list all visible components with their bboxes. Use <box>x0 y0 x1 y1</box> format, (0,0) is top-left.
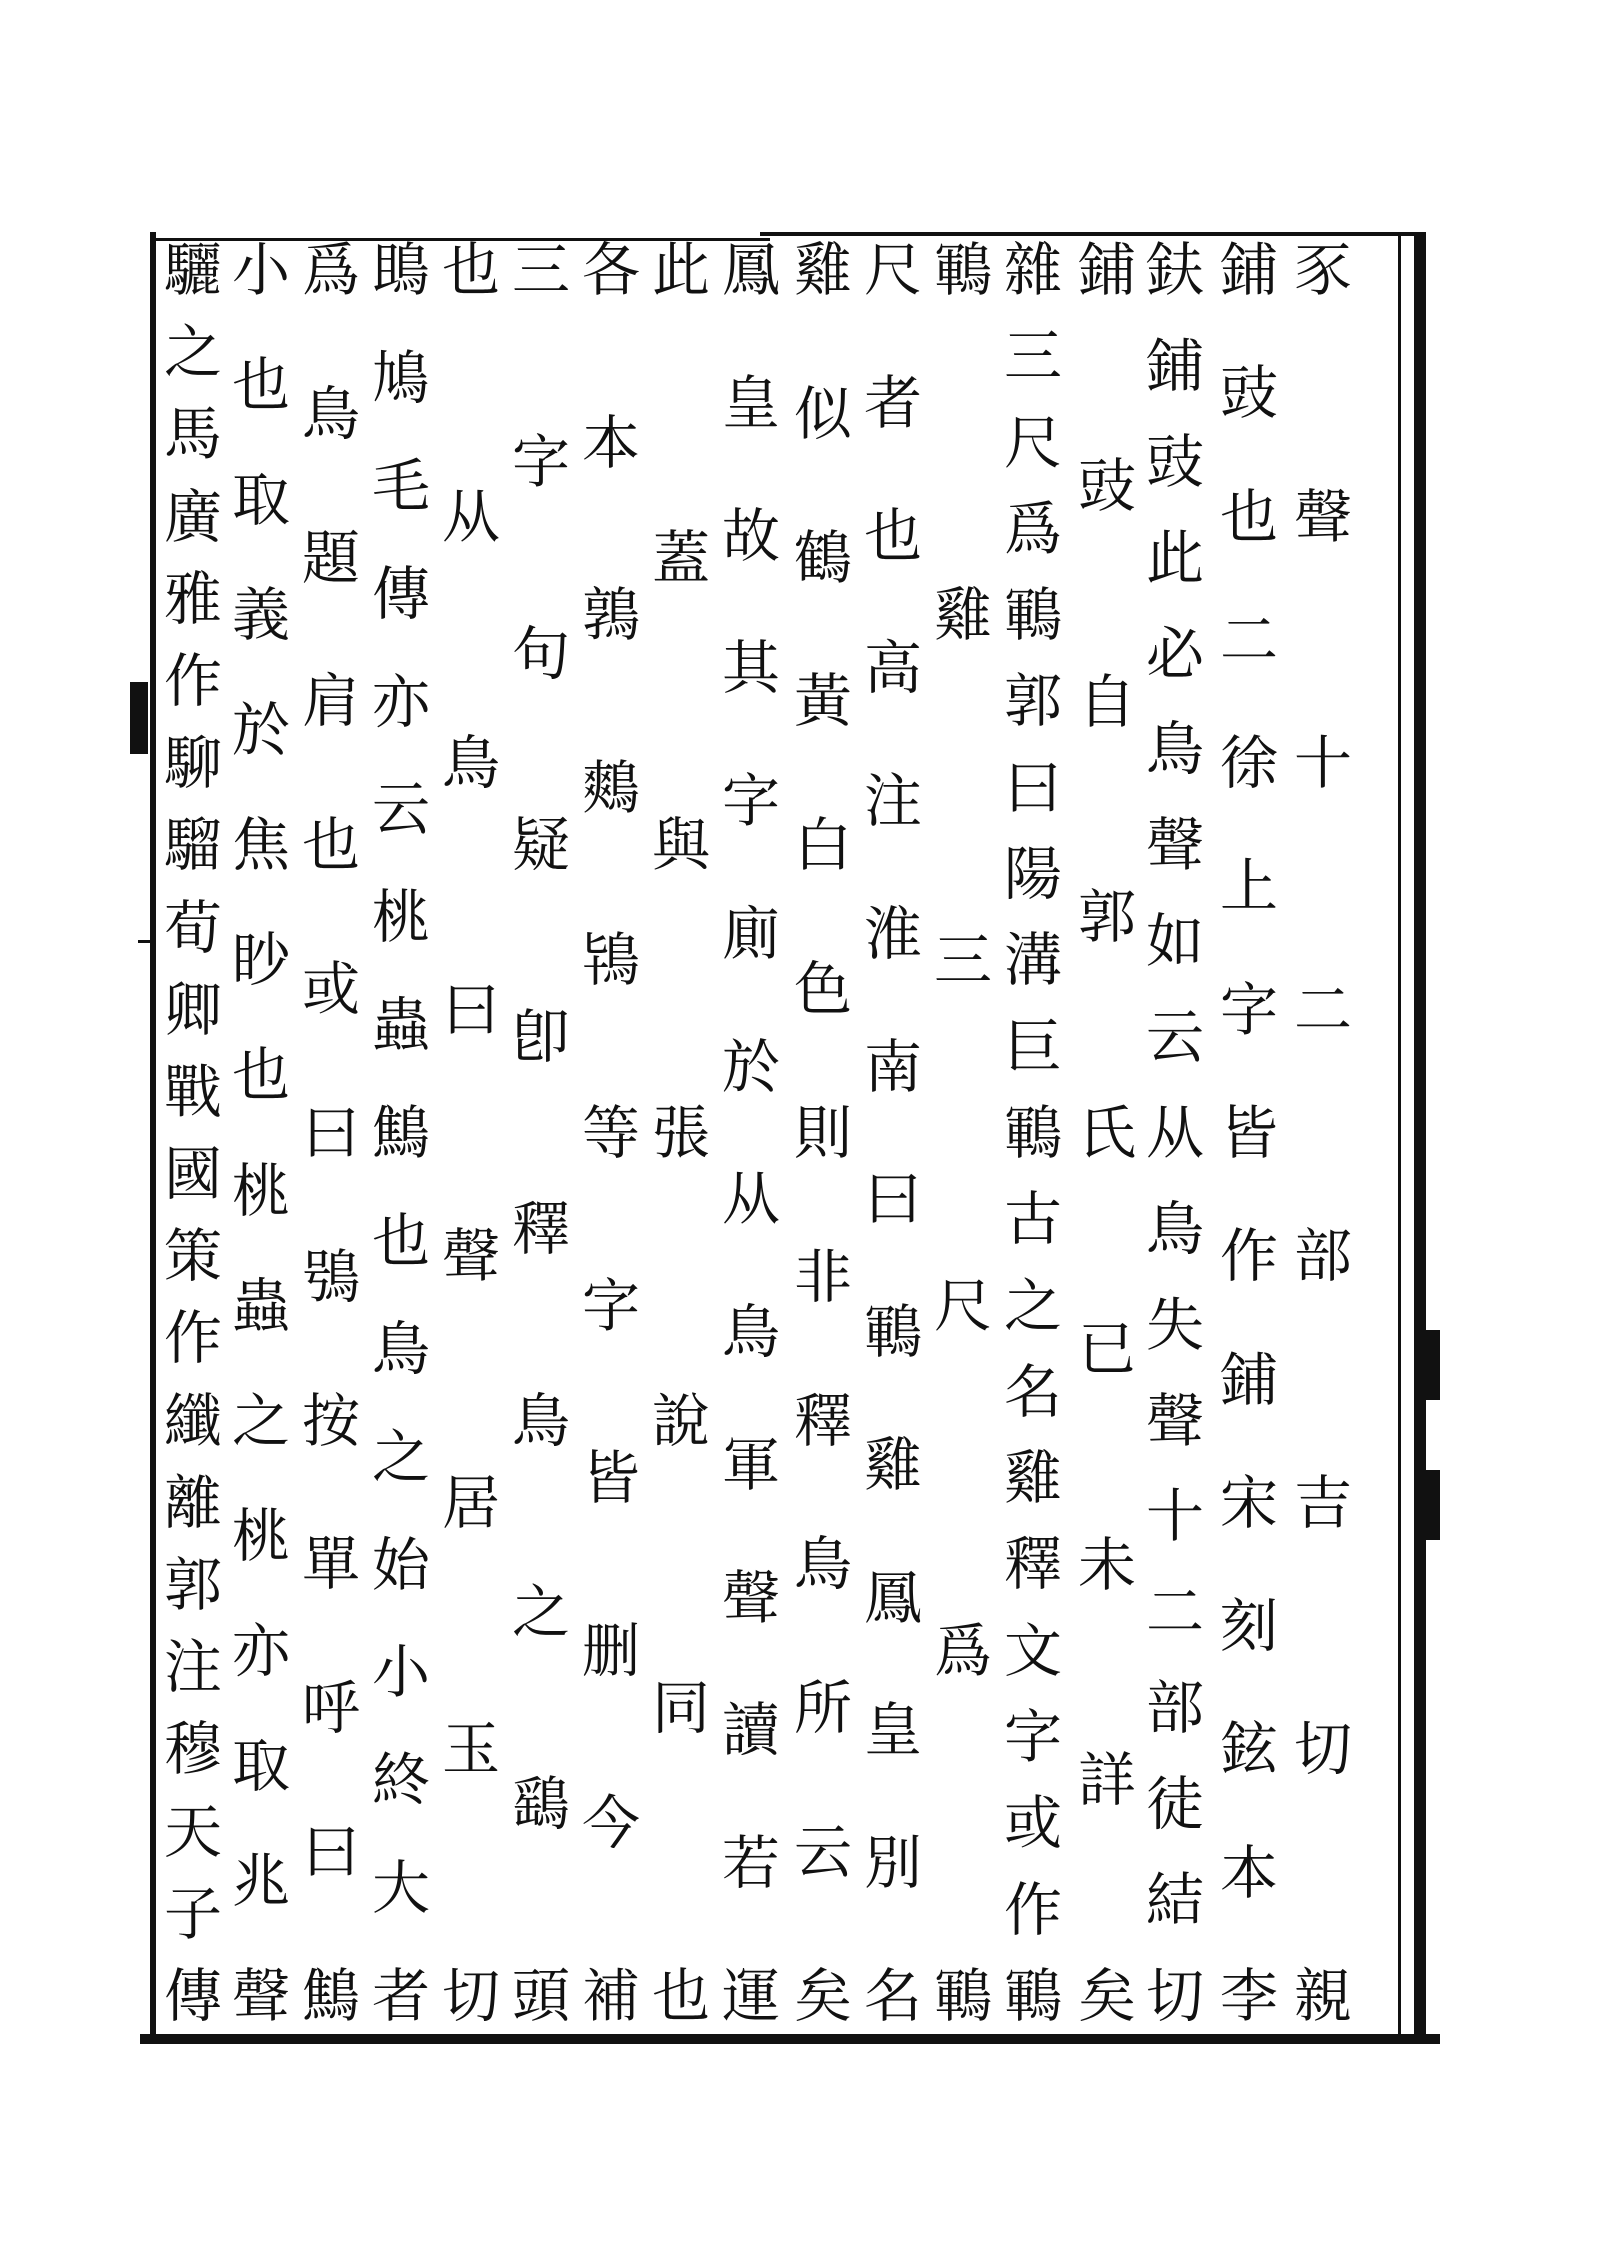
glyph: 聲 <box>1293 482 1352 551</box>
glyph: 各 <box>581 236 640 304</box>
glyph: 鈇 <box>1145 236 1204 304</box>
glyph: 鶤 <box>1003 1961 1062 2030</box>
glyph: 也 <box>1219 482 1278 551</box>
glyph: 居 <box>441 1468 500 1537</box>
glyph: 雞 <box>863 1430 922 1499</box>
glyph: 桃 <box>231 1156 290 1225</box>
glyph: 騮 <box>163 811 222 880</box>
glyph: 始 <box>371 1530 430 1599</box>
glyph: 鳩 <box>371 343 430 412</box>
glyph: 戰 <box>163 1057 222 1126</box>
glyph: 詳 <box>1077 1746 1136 1815</box>
glyph: 字 <box>1219 975 1278 1044</box>
text-column-14 <box>368 238 434 2028</box>
glyph: 驪 <box>163 236 222 304</box>
glyph: 字 <box>721 767 780 836</box>
glyph: 尺 <box>863 236 922 304</box>
glyph: 皇 <box>863 1696 922 1765</box>
glyph: 眇 <box>231 926 290 995</box>
glyph: 此 <box>651 236 710 304</box>
glyph: 曰 <box>441 975 500 1044</box>
glyph: 三 <box>933 926 992 995</box>
glyph: 傳 <box>371 559 430 628</box>
edge-mark-left <box>130 682 148 754</box>
glyph: 也 <box>441 236 500 304</box>
glyph: 南 <box>863 1032 922 1101</box>
glyph: 讀 <box>721 1696 780 1765</box>
glyph: 黃 <box>793 667 852 736</box>
glyph: 其 <box>721 634 780 703</box>
glyph: 鶉 <box>581 581 640 650</box>
glyph: 句 <box>511 619 570 688</box>
glyph: 三 <box>511 236 570 304</box>
glyph: 鴡 <box>371 236 430 304</box>
glyph: 二 <box>1293 975 1352 1044</box>
glyph: 於 <box>721 1032 780 1101</box>
glyph: 或 <box>1003 1789 1062 1858</box>
glyph: 鳥 <box>793 1530 852 1599</box>
glyph: 尺 <box>1003 408 1062 477</box>
glyph: 或 <box>301 955 360 1024</box>
glyph: 雞 <box>793 236 852 304</box>
glyph: 單 <box>301 1530 360 1599</box>
glyph: 鴞 <box>301 1242 360 1311</box>
glyph: 徒 <box>1145 1770 1204 1838</box>
glyph: 也 <box>863 501 922 570</box>
edge-mark-right <box>1426 1330 1440 1400</box>
glyph: 曰 <box>301 1818 360 1887</box>
glyph: 作 <box>163 646 222 715</box>
glyph: 者 <box>863 368 922 437</box>
glyph: 曰 <box>863 1165 922 1234</box>
text-column-1 <box>1288 238 1358 2028</box>
glyph: 鳥 <box>1145 715 1204 784</box>
glyph: 部 <box>1145 1674 1204 1743</box>
glyph: 氏 <box>1077 1099 1136 1167</box>
glyph: 結 <box>1145 1865 1204 1934</box>
glyph: 桃 <box>231 1501 290 1570</box>
glyph: 名 <box>1003 1357 1062 1426</box>
glyph: 亦 <box>231 1616 290 1685</box>
glyph: 呼 <box>301 1674 360 1743</box>
text-column-6 <box>930 238 996 2028</box>
glyph: 鶤 <box>933 236 992 304</box>
glyph: 小 <box>371 1638 430 1707</box>
glyph: 張 <box>651 1098 710 1167</box>
glyph: 鋪 <box>1219 1345 1278 1414</box>
glyph: 豉 <box>1219 359 1278 428</box>
glyph: 聲 <box>1145 811 1204 880</box>
glyph: 鳥 <box>721 1298 780 1367</box>
glyph: 子 <box>163 1879 222 1948</box>
inner-right-border <box>1398 232 1401 2040</box>
glyph: 三 <box>1003 322 1062 391</box>
glyph: 古 <box>1003 1185 1062 1254</box>
glyph: 之 <box>511 1578 570 1647</box>
text-column-17 <box>160 238 226 2028</box>
glyph: 宋 <box>1219 1468 1278 1537</box>
glyph: 頭 <box>511 1961 570 2030</box>
glyph: 毛 <box>371 451 430 520</box>
glyph: 鷞 <box>581 753 640 822</box>
glyph: 蓋 <box>651 523 710 592</box>
glyph: 等 <box>581 1098 640 1167</box>
glyph: 尺 <box>933 1271 992 1340</box>
glyph: 釋 <box>1003 1530 1062 1599</box>
glyph: 淮 <box>863 899 922 968</box>
glyph: 聲 <box>1145 1386 1204 1455</box>
text-column-7 <box>860 238 926 2028</box>
glyph: 字 <box>1003 1703 1062 1772</box>
glyph: 切 <box>1145 1961 1204 2030</box>
glyph: 注 <box>863 767 922 836</box>
glyph: 似 <box>793 379 852 448</box>
glyph: 兆 <box>231 1846 290 1915</box>
left-border <box>150 232 156 2040</box>
glyph: 陽 <box>1003 840 1062 909</box>
glyph: 鋪 <box>1077 236 1136 304</box>
glyph: 文 <box>1003 1616 1062 1685</box>
glyph: 鶤 <box>1003 1098 1062 1167</box>
glyph: 也 <box>231 1041 290 1110</box>
glyph: 同 <box>651 1674 710 1743</box>
glyph: 廁 <box>721 899 780 968</box>
glyph: 爲 <box>933 1616 992 1685</box>
glyph: 玉 <box>441 1715 500 1784</box>
glyph: 鶴 <box>793 523 852 592</box>
glyph: 也 <box>371 1206 430 1275</box>
glyph: 鶤 <box>863 1298 922 1367</box>
glyph: 豉 <box>1077 451 1136 520</box>
glyph: 駠 <box>163 729 222 798</box>
glyph: 雅 <box>163 564 222 633</box>
glyph: 鶤 <box>1003 581 1062 650</box>
glyph: 必 <box>1145 619 1204 688</box>
glyph: 鋪 <box>1145 331 1204 400</box>
glyph: 按 <box>301 1386 360 1455</box>
text-column-16 <box>228 238 294 2028</box>
glyph: 別 <box>863 1829 922 1898</box>
glyph: 親 <box>1293 1961 1352 2030</box>
glyph: 卽 <box>511 1003 570 1072</box>
glyph: 未 <box>1077 1530 1136 1599</box>
glyph: 鷂 <box>511 1770 570 1839</box>
glyph: 鋪 <box>1219 236 1278 304</box>
glyph: 之 <box>1003 1271 1062 1340</box>
glyph: 鳥 <box>441 729 500 798</box>
glyph: 名 <box>863 1961 922 2030</box>
glyph: 巨 <box>1003 1012 1062 1081</box>
glyph: 郭 <box>1077 883 1136 952</box>
glyph: 亦 <box>371 667 430 736</box>
glyph: 如 <box>1145 907 1204 976</box>
glyph: 補 <box>581 1961 640 2030</box>
glyph: 聲 <box>441 1222 500 1291</box>
glyph: 皆 <box>581 1444 640 1513</box>
glyph: 廣 <box>163 482 222 551</box>
glyph: 蟲 <box>371 991 430 1060</box>
glyph: 切 <box>1293 1715 1352 1784</box>
text-column-13 <box>438 238 504 2028</box>
glyph: 云 <box>793 1818 852 1887</box>
glyph: 天 <box>163 1797 222 1866</box>
text-column-12 <box>508 238 574 2028</box>
glyph: 鳥 <box>301 379 360 448</box>
glyph: 取 <box>231 1731 290 1800</box>
glyph: 矣 <box>1077 1962 1136 2030</box>
glyph: 軍 <box>721 1430 780 1499</box>
glyph: 焦 <box>231 811 290 880</box>
glyph: 離 <box>163 1468 222 1537</box>
glyph: 豉 <box>1145 427 1204 496</box>
glyph: 也 <box>651 1961 710 2030</box>
text-column-3 <box>1140 238 1210 2028</box>
glyph: 此 <box>1145 523 1204 592</box>
glyph: 删 <box>581 1616 640 1685</box>
glyph: 曰 <box>301 1098 360 1167</box>
glyph: 吉 <box>1293 1468 1352 1537</box>
glyph: 鷦 <box>371 1099 430 1167</box>
glyph: 鳳 <box>721 236 780 304</box>
text-column-10 <box>648 238 714 2028</box>
glyph: 注 <box>163 1633 222 1702</box>
glyph: 策 <box>163 1222 222 1291</box>
glyph: 徐 <box>1219 729 1278 798</box>
glyph: 所 <box>793 1674 852 1743</box>
glyph: 作 <box>1003 1875 1062 1944</box>
glyph: 二 <box>1145 1578 1204 1647</box>
glyph: 鳳 <box>863 1563 922 1632</box>
text-column-2 <box>1214 238 1284 2028</box>
glyph: 刻 <box>1219 1592 1278 1661</box>
glyph: 荀 <box>163 893 222 962</box>
glyph: 豕 <box>1293 236 1352 304</box>
glyph: 也 <box>231 351 290 420</box>
glyph: 字 <box>581 1271 640 1340</box>
glyph: 本 <box>1219 1838 1278 1907</box>
glyph: 聲 <box>721 1563 780 1632</box>
glyph: 色 <box>793 955 852 1024</box>
edge-mark-left-2 <box>138 940 152 943</box>
text-column-8 <box>790 238 856 2028</box>
glyph: 曰 <box>1003 753 1062 822</box>
glyph: 云 <box>1145 1003 1204 1071</box>
glyph: 雞 <box>1003 1444 1062 1513</box>
glyph: 部 <box>1293 1222 1352 1291</box>
glyph: 十 <box>1293 729 1352 798</box>
glyph: 之 <box>371 1422 430 1491</box>
glyph: 故 <box>721 501 780 570</box>
glyph: 鉉 <box>1219 1715 1278 1784</box>
glyph: 取 <box>231 466 290 535</box>
glyph: 小 <box>231 236 290 304</box>
glyph: 矣 <box>793 1961 852 2030</box>
glyph: 也 <box>301 811 360 880</box>
glyph: 疑 <box>511 811 570 880</box>
glyph: 字 <box>511 427 570 496</box>
text-column-11 <box>578 238 644 2028</box>
glyph: 聲 <box>231 1961 290 2030</box>
glyph: 云 <box>371 775 430 844</box>
glyph: 二 <box>1219 605 1278 674</box>
glyph: 義 <box>231 581 290 650</box>
glyph: 从 <box>1145 1098 1204 1167</box>
glyph: 已 <box>1077 1314 1136 1383</box>
glyph: 从 <box>441 482 500 551</box>
glyph: 鳥 <box>371 1314 430 1383</box>
glyph: 鴇 <box>581 926 640 995</box>
glyph: 終 <box>371 1746 430 1815</box>
glyph: 从 <box>721 1165 780 1234</box>
glyph: 者 <box>371 1962 430 2030</box>
glyph: 切 <box>441 1961 500 2030</box>
glyph: 溝 <box>1003 926 1062 995</box>
glyph: 鳥 <box>511 1386 570 1455</box>
bottom-border <box>140 2034 1440 2044</box>
glyph: 穆 <box>163 1715 222 1784</box>
glyph: 雜 <box>1003 236 1062 304</box>
glyph: 纖 <box>163 1386 222 1455</box>
glyph: 今 <box>581 1789 640 1858</box>
glyph: 作 <box>163 1304 222 1373</box>
glyph: 爲 <box>301 236 360 304</box>
glyph: 失 <box>1145 1290 1204 1359</box>
glyph: 郭 <box>1003 667 1062 736</box>
glyph: 蟲 <box>231 1271 290 1340</box>
glyph: 之 <box>163 318 222 387</box>
glyph: 李 <box>1219 1961 1278 2030</box>
glyph: 馬 <box>163 400 222 469</box>
glyph: 大 <box>371 1854 430 1923</box>
glyph: 自 <box>1077 667 1136 736</box>
glyph: 非 <box>793 1242 852 1311</box>
glyph: 運 <box>721 1961 780 2030</box>
glyph: 皇 <box>721 368 780 437</box>
glyph: 說 <box>651 1386 710 1455</box>
glyph: 於 <box>231 696 290 765</box>
glyph: 鳥 <box>1145 1194 1204 1263</box>
glyph: 釋 <box>511 1194 570 1263</box>
glyph: 釋 <box>793 1386 852 1455</box>
glyph: 本 <box>581 408 640 477</box>
glyph: 鷦 <box>301 1961 360 2030</box>
glyph: 之 <box>231 1386 290 1455</box>
glyph: 作 <box>1219 1222 1278 1291</box>
glyph: 桃 <box>371 883 430 952</box>
text-column-5 <box>1000 238 1066 2028</box>
glyph: 白 <box>793 811 852 880</box>
glyph: 雞 <box>933 581 992 650</box>
glyph: 爲 <box>1003 494 1062 563</box>
text-column-4 <box>1074 238 1140 2028</box>
right-border <box>1414 232 1426 2040</box>
glyph: 卿 <box>163 975 222 1044</box>
glyph: 十 <box>1145 1482 1204 1551</box>
glyph: 上 <box>1219 852 1278 921</box>
text-column-15 <box>298 238 364 2028</box>
glyph: 與 <box>651 811 710 880</box>
glyph: 高 <box>863 634 922 703</box>
glyph: 肩 <box>301 667 360 736</box>
glyph: 鶤 <box>933 1961 992 2030</box>
glyph: 傳 <box>163 1961 222 2030</box>
text-column-9 <box>718 238 784 2028</box>
glyph: 若 <box>721 1829 780 1898</box>
glyph: 國 <box>163 1140 222 1209</box>
glyph: 則 <box>793 1098 852 1167</box>
edge-mark-right-2 <box>1426 1470 1440 1540</box>
glyph: 郭 <box>163 1551 222 1619</box>
glyph: 題 <box>301 523 360 592</box>
glyph: 皆 <box>1219 1098 1278 1167</box>
